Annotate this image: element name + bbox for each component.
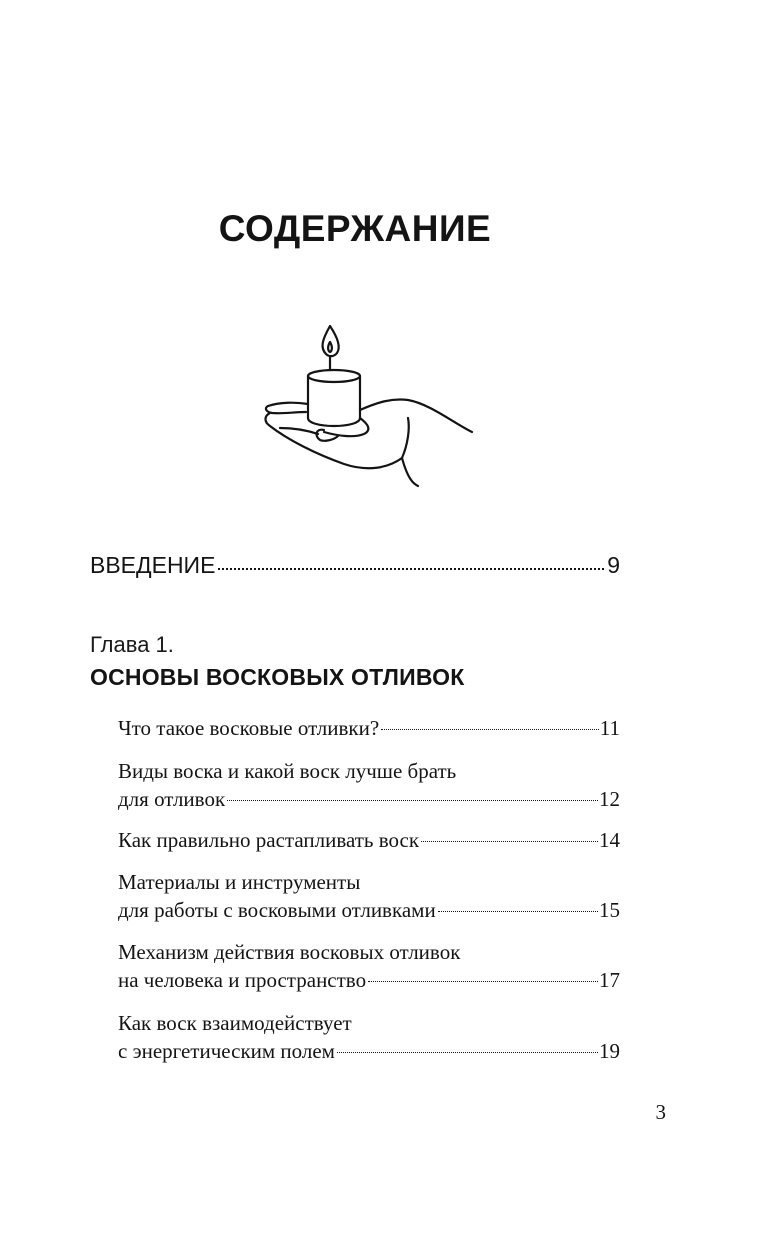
chapter-title: ОСНОВЫ ВОСКОВЫХ ОТЛИВОК xyxy=(90,664,465,690)
dot-leader xyxy=(368,981,598,982)
dot-leader xyxy=(227,800,598,801)
toc-entry-page: 17 xyxy=(599,968,620,992)
toc-entry-title-line1: Как воск взаимодействует xyxy=(118,1011,352,1035)
toc-entry-title: с энергетическим полем xyxy=(118,1039,335,1063)
dot-leader xyxy=(218,568,604,570)
chapter-label: Глава 1. xyxy=(90,632,174,657)
toc-entry[interactable] xyxy=(118,716,620,741)
candle-in-hand-icon xyxy=(258,318,478,488)
toc-entry-title-line1: Виды воска и какой воск лучше брать xyxy=(118,759,457,783)
dot-leader xyxy=(438,911,598,912)
toc-entry-title-line1: Механизм действия восковых отливок xyxy=(118,940,461,964)
page-title: СОДЕРЖАНИЕ xyxy=(218,208,492,249)
toc-entry[interactable] xyxy=(118,787,620,812)
toc-entry-title: для работы с восковыми отливками xyxy=(118,898,436,922)
toc-entry-title: на человека и пространство xyxy=(118,968,367,992)
toc-entry[interactable] xyxy=(118,1039,620,1064)
toc-entry-page: 19 xyxy=(599,1039,620,1063)
toc-entry-page: 15 xyxy=(599,898,620,922)
toc-entry[interactable] xyxy=(118,898,620,923)
toc-entry-page: 12 xyxy=(599,787,620,811)
toc-entry-title: Как правильно растапливать воск xyxy=(118,828,420,852)
toc-intro-label: ВВЕДЕНИЕ xyxy=(90,552,216,578)
toc-entry[interactable] xyxy=(118,828,620,853)
toc-intro[interactable] xyxy=(90,552,620,579)
page-number: 3 xyxy=(655,1100,666,1124)
toc-entry-title: Что такое восковые отливки? xyxy=(118,716,380,740)
toc-entry-page: 11 xyxy=(599,716,620,740)
toc-entry-title-line1: Материалы и инструменты xyxy=(118,870,361,894)
toc-entry[interactable] xyxy=(118,968,620,993)
dot-leader xyxy=(381,729,599,730)
toc-intro-page: 9 xyxy=(607,552,620,578)
toc-entry-title: для отливок xyxy=(118,787,226,811)
toc-entry-page: 14 xyxy=(599,828,620,852)
dot-leader xyxy=(337,1052,598,1053)
dot-leader xyxy=(421,841,598,842)
